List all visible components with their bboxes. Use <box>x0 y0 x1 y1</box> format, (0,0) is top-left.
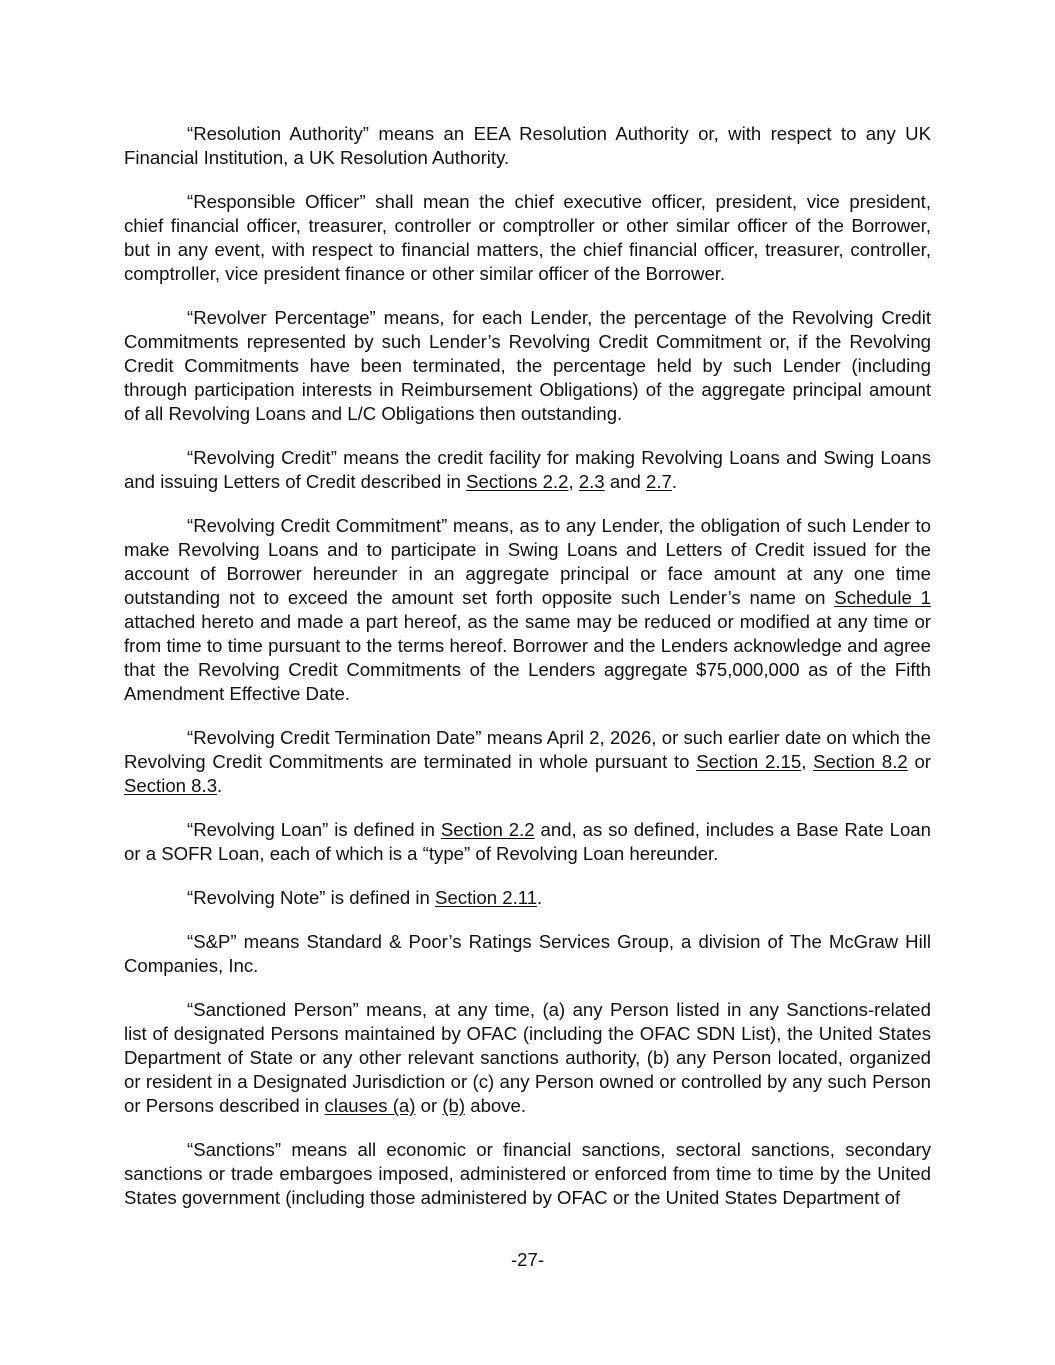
paragraph-text: “S&P” means Standard & Poor’s Ratings Services Group, a division of The McGraw Hill Companies, Inc. <box>124 931 931 976</box>
definition-revolver-percentage <box>124 306 931 426</box>
paragraph-text: and <box>604 471 647 492</box>
section-reference[interactable]: Schedule 1 <box>834 587 931 608</box>
section-reference[interactable]: 2.7 <box>646 471 672 492</box>
section-reference[interactable]: (b) <box>442 1095 466 1116</box>
paragraph-text: . <box>671 471 678 492</box>
paragraph-text: “Revolving Credit Termination Date” means April 2, 2026, or such earlier date on which the Revolving Credit Commitments are terminated in whole pursuant to <box>124 727 931 772</box>
paragraph-text: above. <box>465 1095 527 1116</box>
definition-revolving-credit-commitment <box>124 514 931 706</box>
paragraph-text: attached hereto and made a part hereof, as the same may be reduced or modified at any time or from time to time pursuant to the terms hereof. Borrower and the Lenders acknowledge and agree that the Revolving Credit Commitments of the Lenders aggregate $75,000,000 as of the Fifth Amendment Effective Date. <box>124 611 931 704</box>
paragraph-text: , <box>568 471 579 492</box>
definition-sanctions <box>124 1138 931 1210</box>
definition-responsible-officer <box>124 190 931 286</box>
section-reference[interactable]: Section 2.11 <box>435 887 538 908</box>
paragraph-text: “Revolving Credit Commitment” means, as to any Lender, the obligation of such Lender to make Revolving Loans and to participate in Swing Loans and Letters of Credit issued for the account of Borrower hereunder in an aggregate principal or face amount at any one time outstanding not to exceed the amount set forth opposite such Lender’s name on <box>124 515 931 608</box>
definition-revolving-credit-termination-date <box>124 726 931 798</box>
definition-s-and-p <box>124 930 931 978</box>
definition-revolving-note <box>124 886 931 910</box>
section-reference[interactable]: Section 2.15 <box>696 751 802 772</box>
section-reference[interactable]: Section 8.3 <box>124 775 218 796</box>
paragraph-text: . <box>537 887 543 908</box>
section-reference[interactable]: Section 8.2 <box>813 751 908 772</box>
section-reference[interactable]: Sections 2.2 <box>466 471 569 492</box>
paragraph-text: “Sanctions” means all economic or financial sanctions, sectoral sanctions, secondary sanctions or trade embargoes imposed, administered or enforced from time to time by the United States government (including those administered by OFAC or the United States Department of <box>124 1139 931 1208</box>
paragraph-text: or <box>415 1095 443 1116</box>
definition-resolution-authority <box>124 122 931 170</box>
paragraph-text: or <box>907 751 931 772</box>
paragraph-text: “Revolving Loan” is defined in <box>187 819 441 840</box>
document-body <box>124 122 931 1230</box>
section-reference[interactable]: Section 2.2 <box>440 819 535 840</box>
definition-revolving-credit <box>124 446 931 494</box>
page-number: -27- <box>510 1249 545 1270</box>
paragraph-text: “Revolving Note” is defined in <box>187 887 436 908</box>
section-reference[interactable]: clauses (a) <box>324 1095 416 1116</box>
definition-sanctioned-person <box>124 998 931 1118</box>
paragraph-text: . <box>217 775 223 796</box>
paragraph-text: and, as so defined, includes a Base Rate Loan or a SOFR Loan, each of which is a “type” of Revolving Loan hereunder. <box>124 819 931 864</box>
section-reference[interactable]: 2.3 <box>578 471 605 492</box>
paragraph-text: “Responsible Officer” shall mean the chief executive officer, president, vice president, chief financial officer, treasurer, controller or comptroller or other similar officer of the Borrower, but in any event, with respect to financial matters, the chief financial officer, treasurer, controller, comptroller, vice president finance or other similar officer of the Borrower. <box>124 191 931 284</box>
paragraph-text: “Revolving Credit” means the credit facility for making Revolving Loans and Swing Loans and issuing Letters of Credit described in <box>124 447 931 492</box>
paragraph-text: , <box>801 751 814 772</box>
paragraph-text: “Sanctioned Person” means, at any time, (a) any Person listed in any Sanctions-related list of designated Persons maintained by OFAC (including the OFAC SDN List), the United States Department of State or any other relevant sanctions authority, (b) any Person located, organized or resident in a Designated Jurisdiction or (c) any Person owned or controlled by any such Person or Persons described in <box>124 999 931 1116</box>
definition-revolving-loan <box>124 818 931 866</box>
paragraph-text: “Revolver Percentage” means, for each Lender, the percentage of the Revolving Credit Commitments represented by such Lender’s Revolving Credit Commitment or, if the Revolving Credit Commitments have been terminated, the percentage held by such Lender (including through participation interests in Reimbursement Obligations) of the aggregate principal amount of all Revolving Loans and L/C Obligations then outstanding. <box>124 307 931 424</box>
paragraph-text: “Resolution Authority” means an EEA Resolution Authority or, with respect to any UK Financial Institution, a UK Resolution Authority. <box>124 123 931 168</box>
